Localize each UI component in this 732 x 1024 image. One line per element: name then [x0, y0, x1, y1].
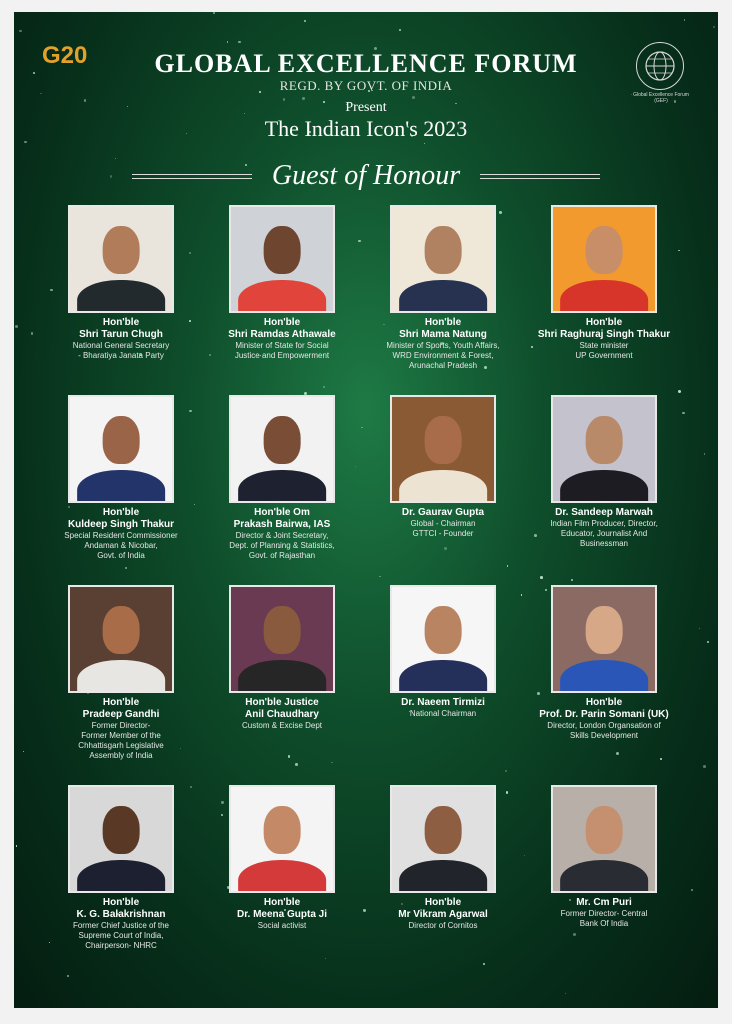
guest-designation	[529, 909, 679, 929]
portrait-body	[77, 660, 165, 693]
portrait-body	[238, 470, 326, 503]
guest-designation-line: Justice and Empowerment	[234, 351, 330, 360]
guest-designation-line: Chairperson- NHRC	[85, 941, 157, 950]
sparkle	[23, 751, 24, 752]
guest-name-line: Mr. Cm Puri	[576, 897, 632, 908]
guest-designation-line: Chhattisgarh Legislative	[78, 741, 164, 750]
guest-honorific: Hon'ble	[102, 697, 140, 708]
guest-card	[529, 585, 679, 741]
guest-honorific: Hon'ble	[102, 317, 140, 328]
guest-honorific: Hon'ble	[102, 897, 140, 908]
guest-designation-line: Former Member of the	[81, 731, 161, 740]
sparkle	[521, 594, 522, 595]
guest-card	[207, 585, 357, 731]
portrait-head	[586, 416, 623, 464]
guest-photo	[229, 785, 335, 893]
guest-name-line: K. G. Balakrishnan	[76, 909, 166, 920]
guest-designation	[46, 921, 196, 951]
sparkle	[325, 958, 326, 959]
sparkle	[699, 628, 700, 629]
portrait-body	[399, 470, 487, 503]
portrait-head	[103, 606, 140, 654]
sparkle	[399, 29, 401, 31]
guest-honorific: Hon'ble	[585, 697, 623, 708]
sparkle	[125, 567, 127, 569]
portrait-body	[77, 280, 165, 313]
guest-name	[207, 697, 357, 721]
sparkle	[444, 547, 447, 550]
portrait-body	[238, 860, 326, 893]
g20-logo-text: G20	[42, 42, 88, 69]
poster	[14, 12, 718, 1008]
guest-honorific: Hon'ble Justice	[245, 697, 319, 708]
guest-photo	[68, 785, 174, 893]
guest-photo	[68, 585, 174, 693]
guest-name-line: Shri Tarun Chugh	[79, 329, 163, 340]
guest-designation	[529, 341, 679, 361]
portrait-head	[425, 226, 462, 274]
guest-designation-line: Andaman & Nicobar,	[84, 541, 158, 550]
guest-card	[46, 395, 196, 561]
sparkle	[295, 763, 297, 765]
sparkle	[684, 19, 686, 21]
sparkle	[703, 765, 706, 768]
sparkle	[358, 240, 361, 243]
guest-card	[46, 585, 196, 761]
sparkle	[16, 845, 17, 846]
guest-photo	[551, 585, 657, 693]
sparkle	[571, 579, 572, 580]
portrait-body	[560, 280, 648, 313]
sparkle	[31, 332, 33, 334]
portrait-head	[264, 416, 301, 464]
guest-name-line: Shri Ramdas Athawale	[228, 329, 336, 340]
portrait-head	[103, 416, 140, 464]
sparkle	[238, 41, 241, 44]
guest-honorific: Hon'ble	[585, 317, 623, 328]
event-title: The Indian Icon's 2023	[264, 116, 468, 141]
guest-designation-line: State minister	[579, 341, 629, 350]
guest-name-line: Mr Vikram Agarwal	[398, 909, 488, 920]
guest-name-line: Dr. Meena Gupta Ji	[236, 909, 328, 920]
sparkle	[412, 96, 415, 99]
guest-photo	[68, 205, 174, 313]
sparkle	[707, 641, 709, 643]
guest-designation	[207, 721, 357, 731]
guest-photo	[551, 205, 657, 313]
sparkle	[213, 12, 215, 14]
sparkle	[19, 30, 21, 32]
portrait-head	[425, 606, 462, 654]
sparkle	[616, 752, 619, 755]
guest-photo	[229, 205, 335, 313]
guest-name-line: Pradeep Gandhi	[82, 709, 160, 720]
present-label: Present	[345, 100, 387, 115]
sparkle	[540, 576, 543, 579]
guest-designation-line: Special Resident Commissioner	[64, 531, 178, 540]
guest-honorific: Hon'ble Om	[254, 507, 310, 518]
guest-photo	[551, 395, 657, 503]
sparkle	[227, 41, 228, 42]
guest-card	[207, 205, 357, 361]
guest-photo	[390, 395, 496, 503]
sparkle	[288, 755, 290, 757]
guest-designation-line: Bank Of India	[579, 919, 629, 928]
guest-designation	[368, 709, 518, 719]
portrait-body	[238, 280, 326, 313]
guest-designation-line: Former Director- Central	[560, 909, 648, 918]
guest-designation-line: Indian Film Producer, Director,	[550, 519, 658, 528]
guest-name-line: Shri Mama Natung	[399, 329, 487, 340]
guest-designation	[368, 519, 518, 539]
guest-designation-line: WRD Environment & Forest,	[392, 351, 494, 360]
guest-designation-line: Businessman	[579, 539, 629, 548]
guest-designation-line: Govt. of India	[97, 551, 145, 560]
guest-of-honour-heading: Guest of Honour	[271, 160, 461, 191]
sparkle	[507, 565, 509, 567]
sparkle	[682, 412, 685, 415]
guest-designation	[46, 531, 196, 561]
guest-designation	[529, 519, 679, 549]
sparkle	[115, 158, 116, 159]
guest-photo	[390, 205, 496, 313]
sparkle	[483, 963, 485, 965]
guest-designation-line: Minister of Sports, Youth Affairs,	[386, 341, 500, 350]
guest-card	[368, 205, 518, 371]
guest-name	[368, 507, 518, 519]
guest-name	[368, 697, 518, 709]
guest-card	[529, 785, 679, 929]
guest-name	[207, 317, 357, 341]
portrait-body	[560, 660, 648, 693]
sparkle	[424, 143, 426, 145]
portrait-body	[560, 470, 648, 503]
guest-designation	[207, 921, 357, 931]
sparkle	[660, 758, 662, 760]
guest-name	[46, 897, 196, 921]
guest-designation-line: Skills Development	[569, 731, 639, 740]
guest-photo	[390, 585, 496, 693]
guest-honorific: Hon'ble	[102, 507, 140, 518]
sparkle	[15, 325, 18, 328]
guest-name-line: Prof. Dr. Parin Somani (UK)	[539, 709, 669, 720]
guest-name-line: Dr. Naeem Tirmizi	[401, 697, 485, 708]
guest-designation	[46, 341, 196, 361]
sparkle	[67, 975, 69, 977]
guest-designation-line: Former Director-	[91, 721, 151, 730]
portrait-head	[264, 226, 301, 274]
guest-designation-line: Supreme Court of India,	[78, 931, 164, 940]
guest-name-line: Dr. Gaurav Gupta	[401, 507, 485, 518]
sparkle	[361, 427, 362, 428]
guest-name	[46, 697, 196, 721]
guest-card	[368, 785, 518, 931]
portrait-head	[264, 806, 301, 854]
guest-name	[368, 317, 518, 341]
guest-name-line: Prakash Bairwa, IAS	[233, 519, 331, 530]
guest-honorific: Hon'ble	[263, 317, 301, 328]
sparkle	[304, 20, 306, 22]
guest-photo	[551, 785, 657, 893]
seal-caption: Global Excellence Forum (GEF)	[633, 92, 689, 104]
sparkle	[704, 453, 705, 454]
guest-designation-line: Arunachal Pradesh	[408, 361, 478, 370]
sparkle	[678, 390, 681, 393]
portrait-body	[399, 280, 487, 313]
portrait-head	[586, 606, 623, 654]
portrait-head	[103, 226, 140, 274]
sparkle	[331, 762, 332, 763]
guest-name	[529, 697, 679, 721]
portrait-head	[425, 806, 462, 854]
guest-designation	[207, 531, 357, 561]
guest-photo	[229, 585, 335, 693]
guest-designation	[46, 721, 196, 761]
guest-designation-line: Director & Joint Secretary,	[235, 531, 329, 540]
guest-honorific: Hon'ble	[424, 897, 462, 908]
guest-card	[207, 395, 357, 561]
guest-designation	[207, 341, 357, 361]
guest-photo	[390, 785, 496, 893]
guest-card	[207, 785, 357, 931]
guest-card	[368, 395, 518, 539]
guest-photo	[68, 395, 174, 503]
guest-name	[529, 507, 679, 519]
guest-designation-line: UP Government	[575, 351, 633, 360]
guest-name	[529, 897, 679, 909]
guest-name-line: Dr. Sandeep Marwah	[555, 507, 653, 518]
sparkle	[363, 909, 365, 911]
guest-designation-line: Global - Chairman	[410, 519, 476, 528]
guest-designation	[368, 341, 518, 371]
guest-designation-line: Govt. of Rajasthan	[248, 551, 316, 560]
guest-designation-line: Director, London Organsation of	[547, 721, 661, 730]
sparkle	[524, 855, 525, 856]
portrait-body	[238, 660, 326, 693]
portrait-head	[264, 606, 301, 654]
guest-designation-line: Dept. of Planning & Statistics,	[229, 541, 335, 550]
sparkle	[323, 386, 325, 388]
guest-designation-line: National General Secretary	[72, 341, 170, 350]
guest-name	[368, 897, 518, 921]
guest-name	[207, 507, 357, 531]
guest-card	[46, 785, 196, 951]
guest-name-line: Kuldeep Singh Thakur	[67, 519, 175, 530]
guest-name-line: Anil Chaudhary	[245, 709, 319, 720]
registration-line: REGD. BY GOVT. OF INDIA	[279, 78, 453, 93]
guest-designation-line: Social activist	[257, 921, 307, 930]
portrait-head	[103, 806, 140, 854]
guest-designation-line: GTTCI - Founder	[412, 529, 474, 538]
guest-card	[368, 585, 518, 719]
guest-name	[207, 897, 357, 921]
guest-designation-line: Custom & Excise Dept	[241, 721, 323, 730]
guest-honorific: Hon'ble	[263, 897, 301, 908]
guest-designation-line: National Chairman	[409, 709, 477, 718]
guest-card	[529, 395, 679, 549]
portrait-head	[425, 416, 462, 464]
guest-photo	[229, 395, 335, 503]
guest-card	[46, 205, 196, 361]
sparkle	[565, 993, 566, 994]
portrait-body	[560, 860, 648, 893]
guest-designation-line: Minister of State for Social	[235, 341, 329, 350]
sparkle	[505, 770, 507, 772]
guest-card	[529, 205, 679, 361]
guest-name	[46, 507, 196, 531]
portrait-body	[399, 660, 487, 693]
sparkle	[713, 26, 715, 28]
forum-title: GLOBAL EXCELLENCE FORUM	[154, 49, 578, 78]
sparkle	[691, 889, 693, 891]
guest-name	[46, 317, 196, 341]
portrait-body	[77, 860, 165, 893]
guest-designation-line: Former Chief Justice of the	[72, 921, 170, 930]
guest-designation-line: - Bharatiya Janata Party	[78, 351, 164, 360]
portrait-head	[586, 806, 623, 854]
sparkle	[379, 576, 381, 578]
guest-designation	[529, 721, 679, 741]
guest-designation-line: Director of Cornitos	[408, 921, 478, 930]
guest-designation-line: Educator, Journalist And	[560, 529, 648, 538]
guest-designation	[368, 921, 518, 931]
guest-designation-line: Assembly of India	[89, 751, 153, 760]
portrait-head	[586, 226, 623, 274]
portrait-body	[77, 470, 165, 503]
guest-name-line: Shri Raghuraj Singh Thakur	[537, 329, 671, 340]
guest-name	[529, 317, 679, 341]
guest-honorific: Hon'ble	[424, 317, 462, 328]
portrait-body	[399, 860, 487, 893]
sparkle	[573, 933, 576, 936]
